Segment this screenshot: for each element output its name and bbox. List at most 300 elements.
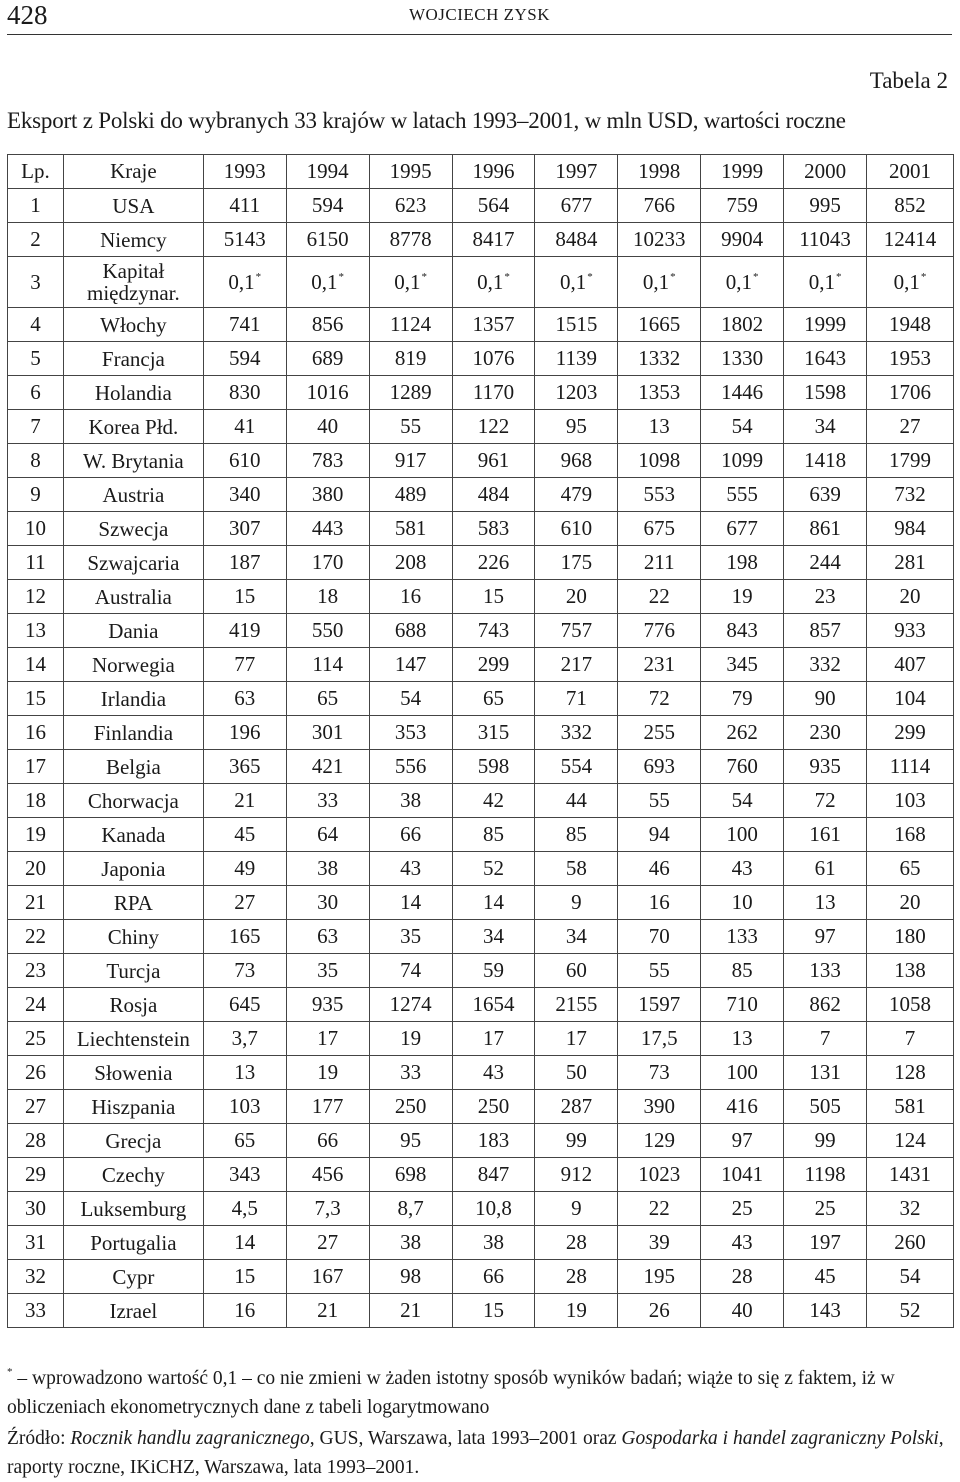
table-row bbox=[8, 920, 954, 954]
value-cell: 912 bbox=[535, 1158, 618, 1192]
value-cell: 1332 bbox=[618, 342, 701, 376]
value-cell: 43 bbox=[701, 1226, 784, 1260]
value-cell: 776 bbox=[618, 614, 701, 648]
value-cell: 13 bbox=[203, 1056, 286, 1090]
value-cell: 10 bbox=[701, 886, 784, 920]
country-cell: Kanada bbox=[63, 818, 203, 852]
value-cell: 85 bbox=[701, 954, 784, 988]
value-cell: 38 bbox=[286, 852, 369, 886]
country-cell: Izrael bbox=[63, 1294, 203, 1328]
country-cell: Szwajcaria bbox=[63, 546, 203, 580]
value-cell: 411 bbox=[203, 189, 286, 223]
table-row bbox=[8, 886, 954, 920]
value-cell: 760 bbox=[701, 750, 784, 784]
value-cell: 935 bbox=[784, 750, 867, 784]
value-cell: 0,1* bbox=[701, 257, 784, 308]
row-number: 33 bbox=[8, 1294, 64, 1328]
value-cell: 1953 bbox=[867, 342, 954, 376]
value-cell: 54 bbox=[701, 410, 784, 444]
row-number: 12 bbox=[8, 580, 64, 614]
source-note bbox=[7, 1424, 952, 1482]
value-cell: 129 bbox=[618, 1124, 701, 1158]
country-cell: Belgia bbox=[63, 750, 203, 784]
value-cell: 244 bbox=[784, 546, 867, 580]
value-cell: 14 bbox=[369, 886, 452, 920]
value-cell: 133 bbox=[701, 920, 784, 954]
value-cell: 1274 bbox=[369, 988, 452, 1022]
source-mid: , GUS, Warszawa, lata 1993–2001 oraz bbox=[309, 1428, 622, 1449]
value-cell: 183 bbox=[452, 1124, 535, 1158]
value-cell: 55 bbox=[369, 410, 452, 444]
row-number: 24 bbox=[8, 988, 64, 1022]
value-cell: 675 bbox=[618, 512, 701, 546]
value-cell: 0,1* bbox=[369, 257, 452, 308]
page-header bbox=[7, 0, 952, 30]
value-cell: 1041 bbox=[701, 1158, 784, 1192]
country-cell: Chorwacja bbox=[63, 784, 203, 818]
value-cell: 862 bbox=[784, 988, 867, 1022]
value-cell: 307 bbox=[203, 512, 286, 546]
value-cell: 95 bbox=[535, 410, 618, 444]
value-cell: 34 bbox=[784, 410, 867, 444]
value-cell: 555 bbox=[701, 478, 784, 512]
value-cell: 32 bbox=[867, 1192, 954, 1226]
row-number: 5 bbox=[8, 342, 64, 376]
value-cell: 1665 bbox=[618, 308, 701, 342]
value-cell: 13 bbox=[701, 1022, 784, 1056]
value-cell: 0,1* bbox=[867, 257, 954, 308]
table-row bbox=[8, 784, 954, 818]
value-cell: 58 bbox=[535, 852, 618, 886]
value-cell: 1114 bbox=[867, 750, 954, 784]
value-cell: 85 bbox=[535, 818, 618, 852]
value-cell: 38 bbox=[452, 1226, 535, 1260]
value-cell: 639 bbox=[784, 478, 867, 512]
value-cell: 16 bbox=[369, 580, 452, 614]
value-cell: 689 bbox=[286, 342, 369, 376]
value-cell: 1170 bbox=[452, 376, 535, 410]
country-cell: Włochy bbox=[63, 308, 203, 342]
value-cell: 1515 bbox=[535, 308, 618, 342]
value-cell: 553 bbox=[618, 478, 701, 512]
value-cell: 732 bbox=[867, 478, 954, 512]
value-cell: 15 bbox=[203, 580, 286, 614]
value-cell: 1802 bbox=[701, 308, 784, 342]
value-cell: 43 bbox=[369, 852, 452, 886]
footnote-star: * bbox=[920, 270, 927, 283]
value-cell: 12414 bbox=[867, 223, 954, 257]
value-cell: 984 bbox=[867, 512, 954, 546]
row-number: 28 bbox=[8, 1124, 64, 1158]
value-cell: 103 bbox=[867, 784, 954, 818]
country-cell: Austria bbox=[63, 478, 203, 512]
value-cell: 208 bbox=[369, 546, 452, 580]
value-cell: 968 bbox=[535, 444, 618, 478]
value-cell: 0,1* bbox=[203, 257, 286, 308]
value-cell: 20 bbox=[535, 580, 618, 614]
value-cell: 10233 bbox=[618, 223, 701, 257]
row-number: 4 bbox=[8, 308, 64, 342]
value-cell: 783 bbox=[286, 444, 369, 478]
value-cell: 54 bbox=[867, 1260, 954, 1294]
row-number: 19 bbox=[8, 818, 64, 852]
value-cell: 757 bbox=[535, 614, 618, 648]
value-cell: 1999 bbox=[784, 308, 867, 342]
value-cell: 13 bbox=[784, 886, 867, 920]
value-cell: 1597 bbox=[618, 988, 701, 1022]
value-cell: 97 bbox=[701, 1124, 784, 1158]
table-row bbox=[8, 512, 954, 546]
row-number: 22 bbox=[8, 920, 64, 954]
country-cell: Korea Płd. bbox=[63, 410, 203, 444]
value-cell: 79 bbox=[701, 682, 784, 716]
value-cell: 3,7 bbox=[203, 1022, 286, 1056]
country-cell: USA bbox=[63, 189, 203, 223]
value-cell: 1289 bbox=[369, 376, 452, 410]
row-number: 8 bbox=[8, 444, 64, 478]
value-cell: 299 bbox=[452, 648, 535, 682]
value-cell: 187 bbox=[203, 546, 286, 580]
value-cell: 1446 bbox=[701, 376, 784, 410]
table-label: Tabela 2 bbox=[869, 68, 948, 93]
row-number: 21 bbox=[8, 886, 64, 920]
footnote-text: – wprowadzono wartość 0,1 – co nie zmieni w żaden istotny sposób wyników badań; wiąże to się z faktem, iż w obliczeniach ekonometrycznych dane z tabeli logarytmowano bbox=[7, 1368, 895, 1418]
value-cell: 143 bbox=[784, 1294, 867, 1328]
country-cell: Norwegia bbox=[63, 648, 203, 682]
value-cell: 0,1* bbox=[535, 257, 618, 308]
row-number: 23 bbox=[8, 954, 64, 988]
value-cell: 380 bbox=[286, 478, 369, 512]
value-cell: 1023 bbox=[618, 1158, 701, 1192]
value-cell: 856 bbox=[286, 308, 369, 342]
table-row bbox=[8, 648, 954, 682]
value-cell: 1076 bbox=[452, 342, 535, 376]
value-cell: 43 bbox=[701, 852, 784, 886]
value-cell: 34 bbox=[535, 920, 618, 954]
value-cell: 66 bbox=[452, 1260, 535, 1294]
value-cell: 133 bbox=[784, 954, 867, 988]
value-cell: 38 bbox=[369, 784, 452, 818]
value-cell: 19 bbox=[286, 1056, 369, 1090]
value-cell: 8778 bbox=[369, 223, 452, 257]
value-cell: 71 bbox=[535, 682, 618, 716]
value-cell: 161 bbox=[784, 818, 867, 852]
value-cell: 35 bbox=[286, 954, 369, 988]
table-row bbox=[8, 342, 954, 376]
value-cell: 1098 bbox=[618, 444, 701, 478]
source-title-2: Gospodarka i handel zagraniczny Polski bbox=[621, 1428, 939, 1449]
value-cell: 73 bbox=[203, 954, 286, 988]
value-cell: 196 bbox=[203, 716, 286, 750]
value-cell: 7 bbox=[784, 1022, 867, 1056]
value-cell: 231 bbox=[618, 648, 701, 682]
value-cell: 583 bbox=[452, 512, 535, 546]
header-rule bbox=[7, 34, 952, 35]
row-number: 17 bbox=[8, 750, 64, 784]
country-cell: Portugalia bbox=[63, 1226, 203, 1260]
country-cell: Finlandia bbox=[63, 716, 203, 750]
footnote-star: * bbox=[835, 270, 842, 283]
value-cell: 27 bbox=[203, 886, 286, 920]
value-cell: 70 bbox=[618, 920, 701, 954]
value-cell: 1353 bbox=[618, 376, 701, 410]
table-row bbox=[8, 1294, 954, 1328]
value-cell: 6150 bbox=[286, 223, 369, 257]
row-number: 26 bbox=[8, 1056, 64, 1090]
country-cell: RPA bbox=[63, 886, 203, 920]
value-cell: 419 bbox=[203, 614, 286, 648]
column-header: 1995 bbox=[369, 155, 452, 189]
value-cell: 21 bbox=[369, 1294, 452, 1328]
column-header: Lp. bbox=[8, 155, 64, 189]
value-cell: 17 bbox=[535, 1022, 618, 1056]
value-cell: 230 bbox=[784, 716, 867, 750]
value-cell: 623 bbox=[369, 189, 452, 223]
value-cell: 287 bbox=[535, 1090, 618, 1124]
value-cell: 16 bbox=[203, 1294, 286, 1328]
value-cell: 255 bbox=[618, 716, 701, 750]
value-cell: 857 bbox=[784, 614, 867, 648]
row-number: 11 bbox=[8, 546, 64, 580]
value-cell: 52 bbox=[452, 852, 535, 886]
table-row bbox=[8, 1056, 954, 1090]
value-cell: 43 bbox=[452, 1056, 535, 1090]
row-number: 32 bbox=[8, 1260, 64, 1294]
value-cell: 19 bbox=[369, 1022, 452, 1056]
value-cell: 16 bbox=[618, 886, 701, 920]
value-cell: 935 bbox=[286, 988, 369, 1022]
table-row bbox=[8, 716, 954, 750]
source-title-1: Rocznik handlu zagranicznego bbox=[70, 1428, 310, 1449]
value-cell: 15 bbox=[203, 1260, 286, 1294]
value-cell: 44 bbox=[535, 784, 618, 818]
value-cell: 55 bbox=[618, 954, 701, 988]
value-cell: 5143 bbox=[203, 223, 286, 257]
footnote-star: * bbox=[753, 270, 759, 283]
value-cell: 49 bbox=[203, 852, 286, 886]
value-cell: 594 bbox=[286, 189, 369, 223]
value-cell: 281 bbox=[867, 546, 954, 580]
value-cell: 830 bbox=[203, 376, 286, 410]
country-cell: Niemcy bbox=[63, 223, 203, 257]
value-cell: 175 bbox=[535, 546, 618, 580]
value-cell: 38 bbox=[369, 1226, 452, 1260]
table-row bbox=[8, 546, 954, 580]
value-cell: 177 bbox=[286, 1090, 369, 1124]
value-cell: 693 bbox=[618, 750, 701, 784]
value-cell: 124 bbox=[867, 1124, 954, 1158]
country-cell: Irlandia bbox=[63, 682, 203, 716]
value-cell: 103 bbox=[203, 1090, 286, 1124]
column-header: Kraje bbox=[63, 155, 203, 189]
value-cell: 98 bbox=[369, 1260, 452, 1294]
value-cell: 50 bbox=[535, 1056, 618, 1090]
country-cell: Turcja bbox=[63, 954, 203, 988]
value-cell: 7 bbox=[867, 1022, 954, 1056]
row-number: 14 bbox=[8, 648, 64, 682]
value-cell: 353 bbox=[369, 716, 452, 750]
row-number: 3 bbox=[8, 257, 64, 308]
value-cell: 598 bbox=[452, 750, 535, 784]
value-cell: 456 bbox=[286, 1158, 369, 1192]
value-cell: 122 bbox=[452, 410, 535, 444]
value-cell: 610 bbox=[535, 512, 618, 546]
row-number: 18 bbox=[8, 784, 64, 818]
value-cell: 390 bbox=[618, 1090, 701, 1124]
value-cell: 340 bbox=[203, 478, 286, 512]
country-cell: Luksemburg bbox=[63, 1192, 203, 1226]
value-cell: 852 bbox=[867, 189, 954, 223]
country-cell: Kapitał międzynar. bbox=[63, 257, 203, 308]
value-cell: 94 bbox=[618, 818, 701, 852]
table-row bbox=[8, 852, 954, 886]
row-number: 6 bbox=[8, 376, 64, 410]
value-cell: 1139 bbox=[535, 342, 618, 376]
value-cell: 741 bbox=[203, 308, 286, 342]
table-header-row bbox=[8, 155, 954, 189]
country-cell: Rosja bbox=[63, 988, 203, 1022]
value-cell: 11043 bbox=[784, 223, 867, 257]
column-header: 1994 bbox=[286, 155, 369, 189]
table-row bbox=[8, 410, 954, 444]
value-cell: 0,1* bbox=[784, 257, 867, 308]
value-cell: 995 bbox=[784, 189, 867, 223]
value-cell: 766 bbox=[618, 189, 701, 223]
source-end: , raporty roczne, IKiCHZ, Warszawa, lata 1993–2001. bbox=[7, 1428, 944, 1478]
country-cell: W. Brytania bbox=[63, 444, 203, 478]
value-cell: 17 bbox=[452, 1022, 535, 1056]
country-cell: Australia bbox=[63, 580, 203, 614]
table-caption: Eksport z Polski do wybranych 33 krajów w latach 1993–2001, w mln USD, wartości roczne bbox=[7, 108, 846, 133]
value-cell: 34 bbox=[452, 920, 535, 954]
value-cell: 610 bbox=[203, 444, 286, 478]
value-cell: 260 bbox=[867, 1226, 954, 1260]
value-cell: 299 bbox=[867, 716, 954, 750]
country-cell: Cypr bbox=[63, 1260, 203, 1294]
table-row bbox=[8, 223, 954, 257]
value-cell: 90 bbox=[784, 682, 867, 716]
row-number: 15 bbox=[8, 682, 64, 716]
value-cell: 22 bbox=[618, 580, 701, 614]
value-cell: 28 bbox=[701, 1260, 784, 1294]
value-cell: 1643 bbox=[784, 342, 867, 376]
footnote-star: * bbox=[587, 270, 593, 283]
row-number: 31 bbox=[8, 1226, 64, 1260]
table-row bbox=[8, 954, 954, 988]
table-row bbox=[8, 682, 954, 716]
country-cell: Francja bbox=[63, 342, 203, 376]
row-number: 10 bbox=[8, 512, 64, 546]
value-cell: 25 bbox=[701, 1192, 784, 1226]
table-row bbox=[8, 444, 954, 478]
row-number: 9 bbox=[8, 478, 64, 512]
value-cell: 72 bbox=[618, 682, 701, 716]
table-row bbox=[8, 1158, 954, 1192]
value-cell: 99 bbox=[535, 1124, 618, 1158]
column-header: 1998 bbox=[618, 155, 701, 189]
value-cell: 345 bbox=[701, 648, 784, 682]
value-cell: 100 bbox=[701, 818, 784, 852]
value-cell: 710 bbox=[701, 988, 784, 1022]
value-cell: 65 bbox=[286, 682, 369, 716]
value-cell: 41 bbox=[203, 410, 286, 444]
value-cell: 168 bbox=[867, 818, 954, 852]
value-cell: 1948 bbox=[867, 308, 954, 342]
footnote-star: * bbox=[255, 270, 262, 283]
table-row bbox=[8, 580, 954, 614]
value-cell: 65 bbox=[452, 682, 535, 716]
table-row bbox=[8, 308, 954, 342]
value-cell: 46 bbox=[618, 852, 701, 886]
value-cell: 564 bbox=[452, 189, 535, 223]
value-cell: 54 bbox=[701, 784, 784, 818]
value-cell: 250 bbox=[369, 1090, 452, 1124]
row-number: 27 bbox=[8, 1090, 64, 1124]
value-cell: 13 bbox=[618, 410, 701, 444]
table-row bbox=[8, 1192, 954, 1226]
value-cell: 77 bbox=[203, 648, 286, 682]
value-cell: 211 bbox=[618, 546, 701, 580]
value-cell: 677 bbox=[701, 512, 784, 546]
value-cell: 489 bbox=[369, 478, 452, 512]
value-cell: 0,1* bbox=[452, 257, 535, 308]
row-number: 29 bbox=[8, 1158, 64, 1192]
value-cell: 847 bbox=[452, 1158, 535, 1192]
row-number: 13 bbox=[8, 614, 64, 648]
value-cell: 843 bbox=[701, 614, 784, 648]
footnote-star: * bbox=[421, 270, 427, 283]
value-cell: 7,3 bbox=[286, 1192, 369, 1226]
value-cell: 27 bbox=[286, 1226, 369, 1260]
value-cell: 505 bbox=[784, 1090, 867, 1124]
country-cell: Czechy bbox=[63, 1158, 203, 1192]
table-row bbox=[8, 818, 954, 852]
value-cell: 332 bbox=[784, 648, 867, 682]
value-cell: 60 bbox=[535, 954, 618, 988]
value-cell: 97 bbox=[784, 920, 867, 954]
table-body bbox=[8, 189, 954, 1328]
value-cell: 315 bbox=[452, 716, 535, 750]
value-cell: 27 bbox=[867, 410, 954, 444]
country-cell: Grecja bbox=[63, 1124, 203, 1158]
value-cell: 1198 bbox=[784, 1158, 867, 1192]
column-header: 1993 bbox=[203, 155, 286, 189]
value-cell: 73 bbox=[618, 1056, 701, 1090]
value-cell: 479 bbox=[535, 478, 618, 512]
value-cell: 17 bbox=[286, 1022, 369, 1056]
value-cell: 170 bbox=[286, 546, 369, 580]
value-cell: 1418 bbox=[784, 444, 867, 478]
value-cell: 99 bbox=[784, 1124, 867, 1158]
value-cell: 933 bbox=[867, 614, 954, 648]
value-cell: 8484 bbox=[535, 223, 618, 257]
value-cell: 28 bbox=[535, 1226, 618, 1260]
value-cell: 18 bbox=[286, 580, 369, 614]
table-row bbox=[8, 614, 954, 648]
value-cell: 332 bbox=[535, 716, 618, 750]
table-row bbox=[8, 478, 954, 512]
country-cell: Hiszpania bbox=[63, 1090, 203, 1124]
row-number: 1 bbox=[8, 189, 64, 223]
footnote-star: * bbox=[504, 270, 510, 283]
value-cell: 688 bbox=[369, 614, 452, 648]
value-cell: 59 bbox=[452, 954, 535, 988]
value-cell: 250 bbox=[452, 1090, 535, 1124]
row-number: 7 bbox=[8, 410, 64, 444]
value-cell: 100 bbox=[701, 1056, 784, 1090]
value-cell: 9 bbox=[535, 1192, 618, 1226]
source-label: Źródło: bbox=[7, 1428, 71, 1449]
